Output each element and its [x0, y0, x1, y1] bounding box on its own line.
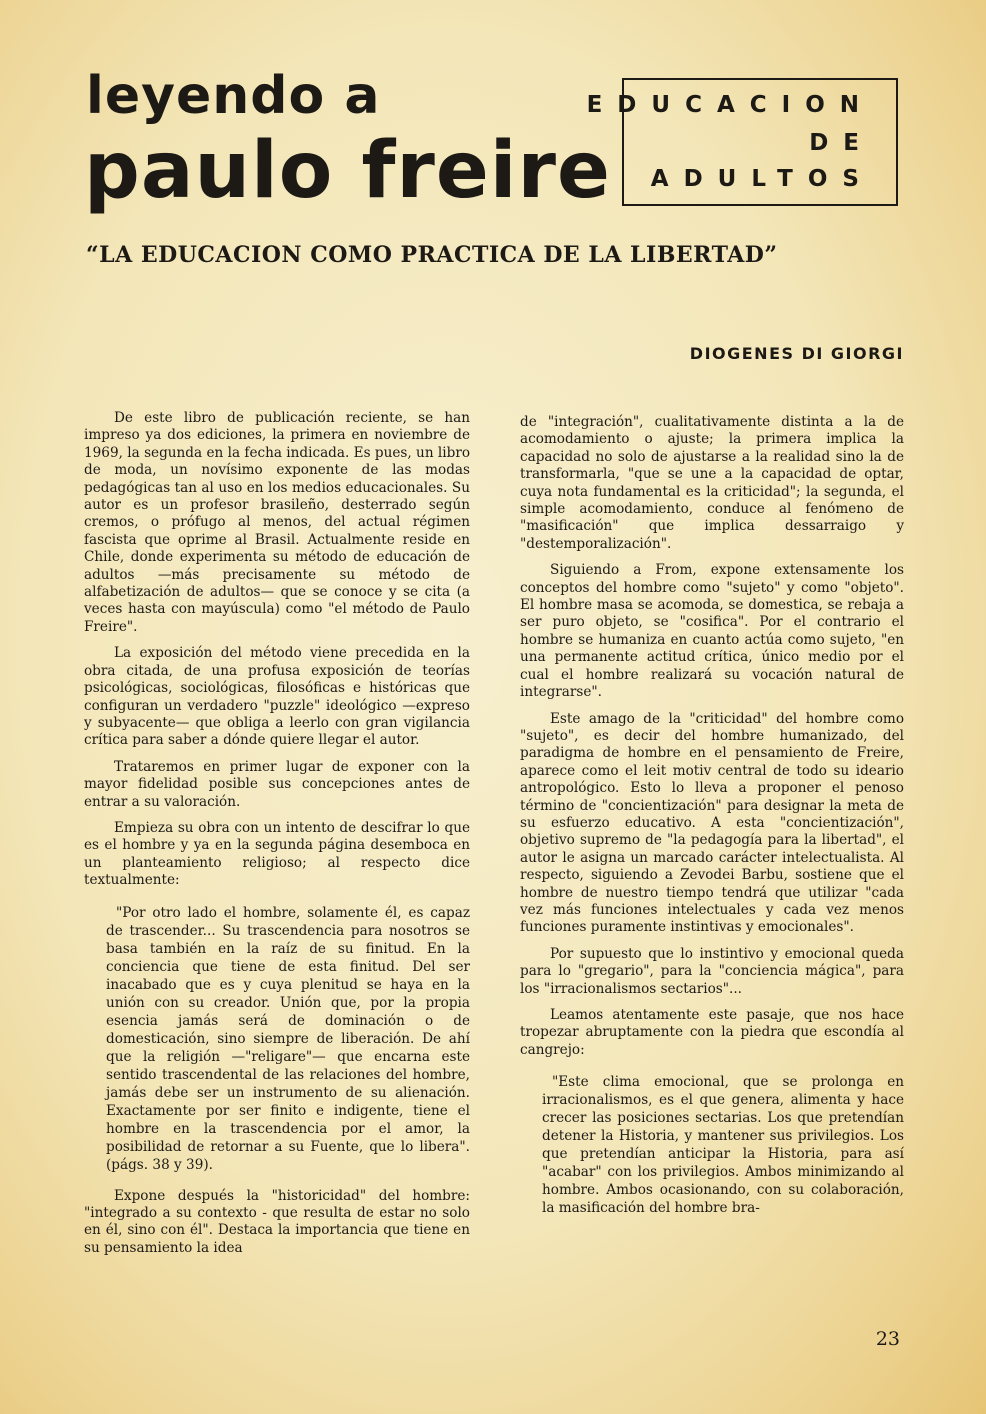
page-number: 23: [875, 1328, 900, 1350]
paragraph: De este libro de publicación reciente, se han impreso ya dos ediciones, la primera en noviembre de 1969, la segunda en la fecha indicada. Es pues, un libro de moda, un novísimo exponente de las modas pedagógicas tan al uso en los medios educacionales. Su autor es un profesor brasileño, desterrado según cremos, o prófugo al menos, del actual régimen fascista que oprime al Brasil. Actualmente reside en Chile, donde experimenta su método de educación de adultos —más precisamente su método de alfabetización de adultos— que se conoce y se cita (a veces hasta con mayúscula) como "el método de Paulo Freire".: [84, 410, 470, 635]
paragraph: Este amago de la "criticidad" del hombre como "sujeto", es decir del hombre humanizado, del paradigma de hombre en el pensamiento de Freire, aparece como el leit motiv central de todo su ideario antropológico. Esto lo lleva a proponer el penoso término de "concientización" para designar la meta de su esfuerzo educativo. A esta "concientización", objetivo supremo de "la pedagogía para la libertad", el autor le asigna un marcado carácter intelectualista. Al respecto, siguiendo a Zevodei Barbu, sostiene que el hombre de nuestro tiempo tendrá que utilizar "cada vez más funciones intelectuales y cada vez menos funciones puramente instintivas y emocionales".: [520, 710, 904, 936]
article-column-left: [84, 410, 470, 1266]
section-label-line-1: EDUCACION: [586, 92, 874, 118]
paragraph: Leamos atentamente este pasaje, que nos hace tropezar abruptamente con la piedra que escondía al cangrejo:: [520, 1007, 904, 1058]
paragraph: Expone después la "historicidad" del hombre: "integrado a su contexto - que resulta de estar no solo en él, sino con él". Destaca la importancia que tiene en su pensamiento la idea: [84, 1187, 470, 1256]
article-column-right: [520, 414, 904, 1231]
section-label-line-2: DE: [809, 130, 874, 156]
paragraph: La exposición del método viene precedida en la obra citada, de una profusa exposición de teorías psicológicas, sociológicas, filosóficas e históricas que configuran un verdadero "puzzle" ideológico —expreso y subyacente— que obliga a leerlo con gran vigilancia crítica para saber a dónde quiere llegar el autor.: [84, 645, 470, 749]
paragraph: de "integración", cualitativamente distinta a la de acomodamiento o ajuste; la primera implica la capacidad no solo de ajustarse a la realidad sino la de transformarla, "que se une a la capacidad de optar, cuya nota fundamental es la criticidad"; la segunda, el simple acomodamiento, conduce al fenómeno de "masificación" que implica dessarraigo y "destemporalización".: [520, 414, 904, 552]
block-quote: "Este clima emocional, que se prolonga en irracionalismos, es el que genera, alimenta y hace crecer las posiciones sectarias. Los que pretendían detener la Historia, y mantener sus privilegios. Los que pretendían anticipar la Historia, para así "acabar" con los privilegios. Ambos minimizando al hombre. Ambos ocasionando, con su colaboración, la masificación del hombre bra-: [542, 1074, 904, 1217]
paragraph: Trataremos en primer lugar de exponer con la mayor fidelidad posible sus concepciones antes de entrar a su valoración.: [84, 758, 470, 810]
article-subtitle: “LA EDUCACION COMO PRACTICA DE LA LIBERTAD”: [86, 242, 778, 268]
paragraph: Empieza su obra con un intento de descifrar lo que es el hombre y ya en la segunda página desemboca en un planteamiento religioso; al respecto dice textualmente:: [84, 819, 470, 889]
section-label-box: [586, 78, 898, 206]
author-name: DIOGENES DI GIORGI: [689, 344, 904, 363]
paragraph: Por supuesto que lo instintivo y emocional queda para lo "gregario", para la "conciencia mágica", para los "irracionalismos sectarios"...: [520, 945, 904, 997]
block-quote: "Por otro lado el hombre, solamente él, es capaz de trascender... Su trascendencia para nosotros se basa también en la raíz de su finitud. En la conciencia que tiene de esta finitud. Del ser inacabado que es y cuya plenitud se haya en la unión con su creador. Unión que, por la propia esencia jamás será de dominación o de domesticación, sino siempre de liberación. De ahí que la religión —"religare"— que encarna este sentido trascendental de las relaciones del hombre, jamás debe ser un instrumento de su alienación. Exactamente por ser finito e indigente, tiene el hombre en la trascendencia por el amor, la posibilidad de retornar a su Fuente, que lo libera". (págs. 38 y 39).: [106, 904, 470, 1173]
title-line-1: leyendo a: [86, 66, 381, 126]
section-label-line-3: ADULTOS: [650, 166, 874, 192]
paragraph: Siguiendo a From, expone extensamente los conceptos del hombre como "sujeto" y como "objeto". El hombre masa se acomoda, se domestica, se rebaja a ser puro objeto, se "cosifica". Por el contrario el hombre se humaniza en cuanto actúa como sujeto, "en una permanente actitud crítica, único medio por el cual el hombre realizará su vocación natural de integrarse".: [520, 562, 904, 701]
title-line-2: paulo freire: [84, 126, 611, 216]
